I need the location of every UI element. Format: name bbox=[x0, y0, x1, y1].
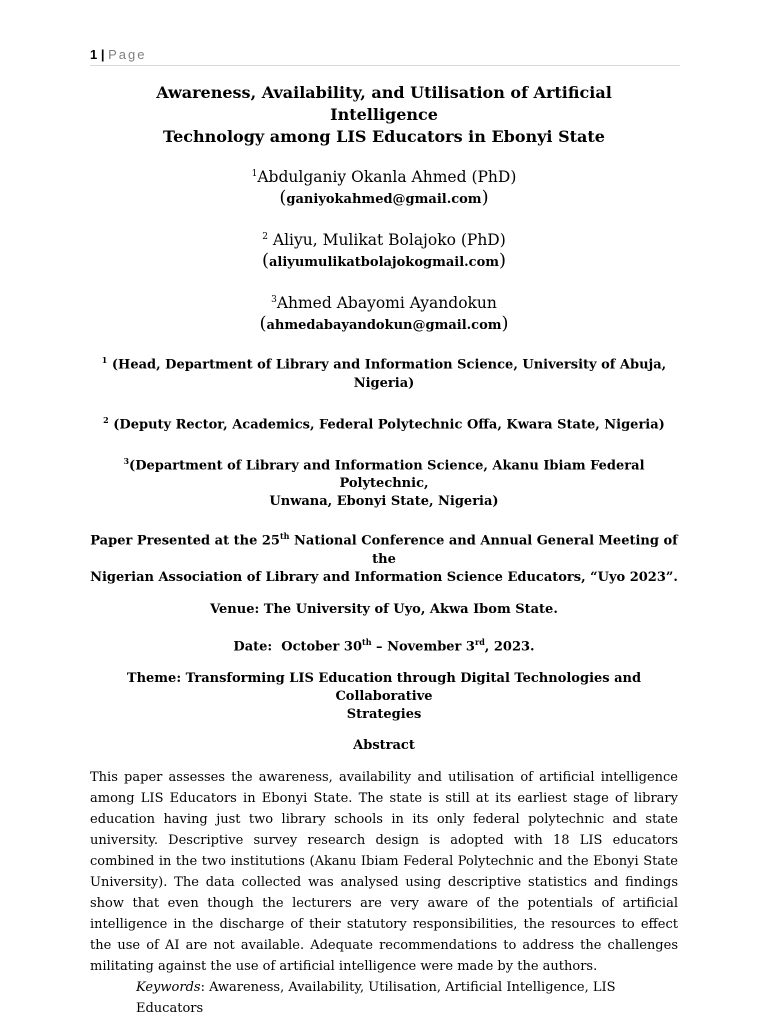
affiliation-line-2: Nigeria) bbox=[353, 375, 415, 391]
affiliation-sup: 3 bbox=[123, 456, 130, 467]
author-name bbox=[84, 227, 684, 250]
affiliation-2 bbox=[84, 411, 684, 434]
title-line-2: Technology among LIS Educators in Ebonyi State bbox=[163, 127, 605, 146]
author-name-text: Abdulganiy Okanla Ahmed (PhD) bbox=[257, 168, 517, 187]
author-block-2 bbox=[84, 227, 684, 274]
author-name bbox=[84, 290, 684, 313]
author-email-text: ganiyokahmed@gmail.com bbox=[286, 192, 482, 208]
paper-content bbox=[84, 82, 684, 1019]
author-name-text: Aliyu, Mulikat Bolajoko (PhD) bbox=[272, 231, 506, 250]
date-text-b: – November 3 bbox=[371, 639, 475, 655]
paper-title bbox=[112, 82, 656, 148]
conference-venue: Venue: The University of Uyo, Akwa Ibom State. bbox=[210, 601, 558, 617]
author-email-text: ahmedabayandokun@gmail.com bbox=[266, 318, 502, 334]
author-email: (ganiyokahmed@gmail.com) bbox=[279, 187, 489, 209]
author-email: (ahmedabayandokun@gmail.com) bbox=[259, 313, 509, 335]
theme-line-1: Theme: Transforming LIS Education through Digital Technologies and Collaborative bbox=[126, 671, 642, 705]
page-word: Page bbox=[108, 47, 147, 62]
author-email: (aliyumulikatbolajokogmail.com) bbox=[261, 250, 507, 272]
author-block-1 bbox=[84, 164, 684, 211]
presented-text-b: National Conference and Annual General Meeting of the bbox=[289, 533, 678, 567]
date-sup-2: rd bbox=[474, 636, 485, 647]
theme-line-2: Strategies bbox=[346, 707, 422, 723]
abstract-heading: Abstract bbox=[353, 738, 415, 754]
presented-sup: th bbox=[279, 531, 290, 542]
author-name bbox=[84, 164, 684, 187]
author-block-3 bbox=[84, 290, 684, 337]
date-sup-1: th bbox=[362, 636, 372, 647]
page-separator: | bbox=[100, 47, 105, 62]
date-text-a: Date: October 30 bbox=[233, 639, 362, 655]
presented-text-a: Paper Presented at the 25 bbox=[90, 533, 280, 549]
keywords-text: : Awareness, Availability, Utilisation, Artificial Intelligence, LIS Educators bbox=[136, 980, 616, 1017]
affiliation-1 bbox=[84, 351, 684, 392]
keywords bbox=[136, 977, 684, 1019]
author-email-text: aliyumulikatbolajokogmail.com bbox=[268, 255, 499, 271]
affiliation-line-1: (Department of Library and Information Science, Akanu Ibiam Federal Polytechnic, bbox=[129, 458, 645, 492]
title-line-1: Awareness, Availability, and Utilisation of Artificial Intelligence bbox=[156, 83, 612, 124]
abstract-text: This paper assesses the awareness, availability and utilisation of artificial intelligence among LIS Educators in Ebonyi State. The state is still at its earliest stage of library education having just two library schools in its only federal polytechnic and state university. Descriptive survey research design is adopted with 18 LIS educators combined in the two institutions (Akanu Ibiam Federal Polytechnic and the Ebonyi State University). The data collected was analysed using descriptive statistics and findings show that even though the lecturers are very aware of the potentials of artificial intelligence in the discharge of their statutory responsibilities, the resources to effect the use of AI are not available. Adequate recommendations to address the challenges militating against the use of artificial intelligence were made by the authors. bbox=[90, 770, 678, 975]
presented-line-2: Nigerian Association of Library and Information Science Educators, “Uyo 2023”. bbox=[90, 569, 678, 585]
affiliation-line-2: Unwana, Ebonyi State, Nigeria) bbox=[269, 494, 499, 510]
date-text-c: , 2023. bbox=[484, 639, 535, 655]
affiliation-sup: 1 bbox=[101, 355, 108, 366]
author-sup: 1 bbox=[251, 169, 258, 179]
conference-presented bbox=[84, 527, 684, 586]
keywords-label: Keywords bbox=[136, 980, 201, 996]
page-header bbox=[90, 47, 680, 66]
page-number: 1 bbox=[90, 47, 98, 62]
affiliation-3 bbox=[84, 452, 684, 511]
author-sup: 3 bbox=[271, 295, 277, 306]
affiliation-line-1: (Deputy Rector, Academics, Federal Polytechnic Offa, Kwara State, Nigeria) bbox=[113, 417, 665, 433]
affiliation-line-1: (Head, Department of Library and Information Science, University of Abuja, bbox=[111, 357, 667, 373]
author-sup: 2 bbox=[262, 232, 268, 243]
author-name-text: Ahmed Abayomi Ayandokun bbox=[276, 294, 497, 313]
affiliation-sup: 2 bbox=[103, 414, 109, 425]
conference-date bbox=[84, 633, 684, 656]
conference-theme bbox=[84, 670, 684, 724]
